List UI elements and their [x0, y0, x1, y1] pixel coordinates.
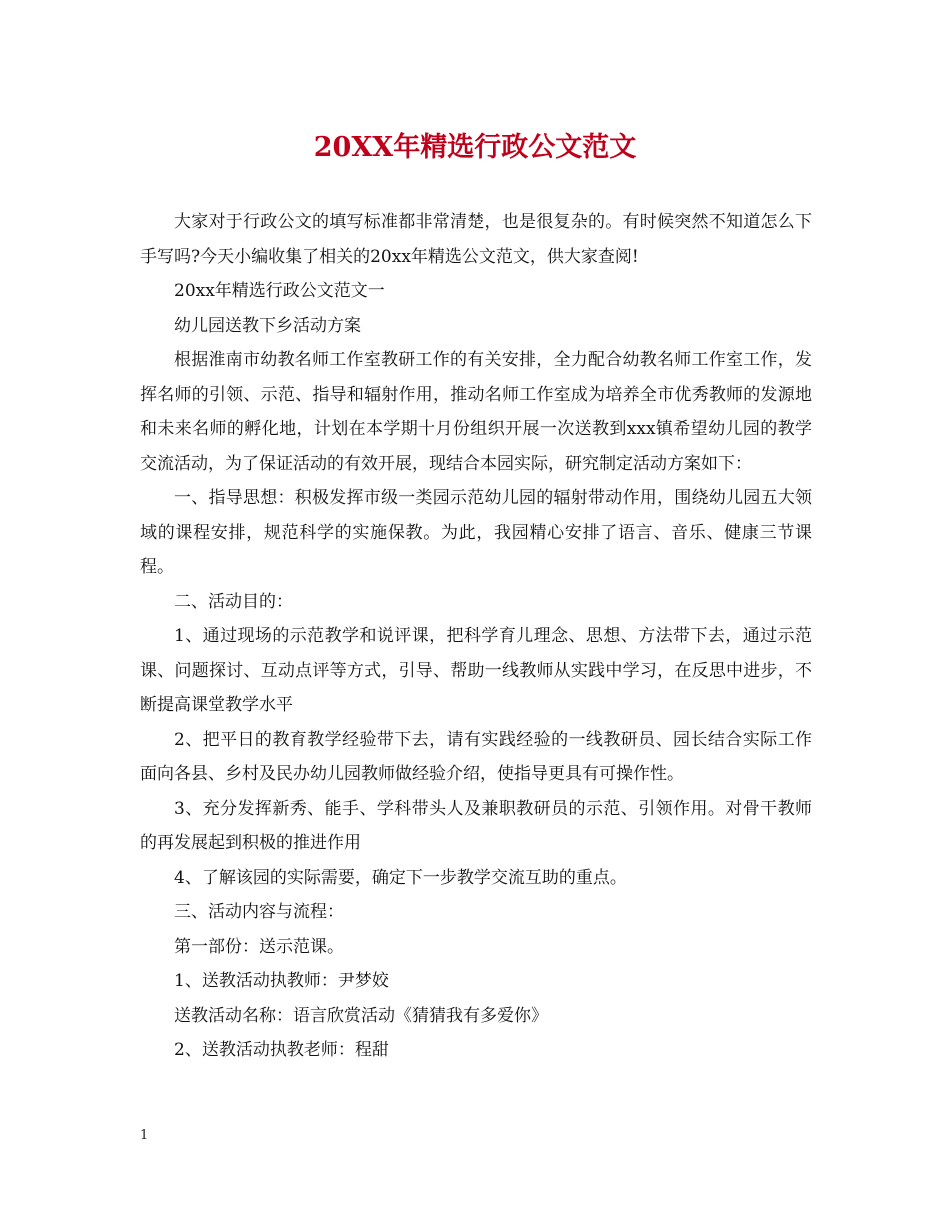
paragraph: 3、充分发挥新秀、能手、学科带头人及兼职教研员的示范、引领作用。对骨干教师的再发展起到积极的推进作用	[140, 798, 812, 853]
paragraph: 一、指导思想：积极发挥市级一类园示范幼儿园的辐射带动作用，围绕幼儿园五大领域的课程安排，规范科学的实施保教。为此，我园精心安排了语言、音乐、健康三节课程。	[140, 488, 812, 577]
paragraph: 第一部份：送示范课。	[174, 936, 344, 957]
paragraph: 1、送教活动执教师：尹梦姣	[174, 971, 389, 991]
paragraph: 三、活动内容与流程：	[174, 902, 344, 922]
paragraph: 二、活动目的：	[174, 591, 293, 612]
paragraph: 大家对于行政公文的填写标准都非常清楚，也是很复杂的。有时候突然不知道怎么下手写吗?今天小编收集了相关的20xx年精选公文范文，供大家查阅!	[140, 212, 812, 267]
paragraph: 根据淮南市幼教名师工作室教研工作的有关安排，全力配合幼教名师工作室工作，发挥名师的引领、示范、指导和辐射作用，推动名师工作室成为培养全市优秀教师的发源地和未来名师的孵化地，计划在本学期十月份组织开展一次送教到xxx镇希望幼儿园的教学交流活动，为了保证活动的有效开展，现结合本园实际，研究制定活动方案如下：	[140, 350, 812, 474]
paragraph: 20xx年精选行政公文范文一	[174, 281, 385, 301]
paragraph: 2、把平日的教育教学经验带下去，请有实践经验的一线教研员、园长结合实际工作面向各县、乡村及民办幼儿园教师做经验介绍，使指导更具有可操作性。	[140, 729, 812, 784]
document-title: 20XX年精选行政公文范文	[313, 132, 637, 163]
page-number: 1	[140, 1128, 149, 1143]
paragraph: 送教活动名称：语言欣赏活动《猜猜我有多爱你》	[174, 1005, 548, 1026]
paragraph: 幼儿园送教下乡活动方案	[174, 315, 361, 336]
paragraph: 2、送教活动执教老师：程甜	[174, 1040, 389, 1060]
paragraph: 4、了解该园的实际需要，确定下一步教学交流互助的重点。	[174, 867, 627, 888]
document-body	[140, 205, 812, 1068]
paragraph: 1、通过现场的示范教学和说评课，把科学育儿理念、思想、方法带下去，通过示范课、问题探讨、互动点评等方式，引导、帮助一线教师从实践中学习，在反思中进步，不断提高课堂教学水平	[140, 626, 812, 715]
